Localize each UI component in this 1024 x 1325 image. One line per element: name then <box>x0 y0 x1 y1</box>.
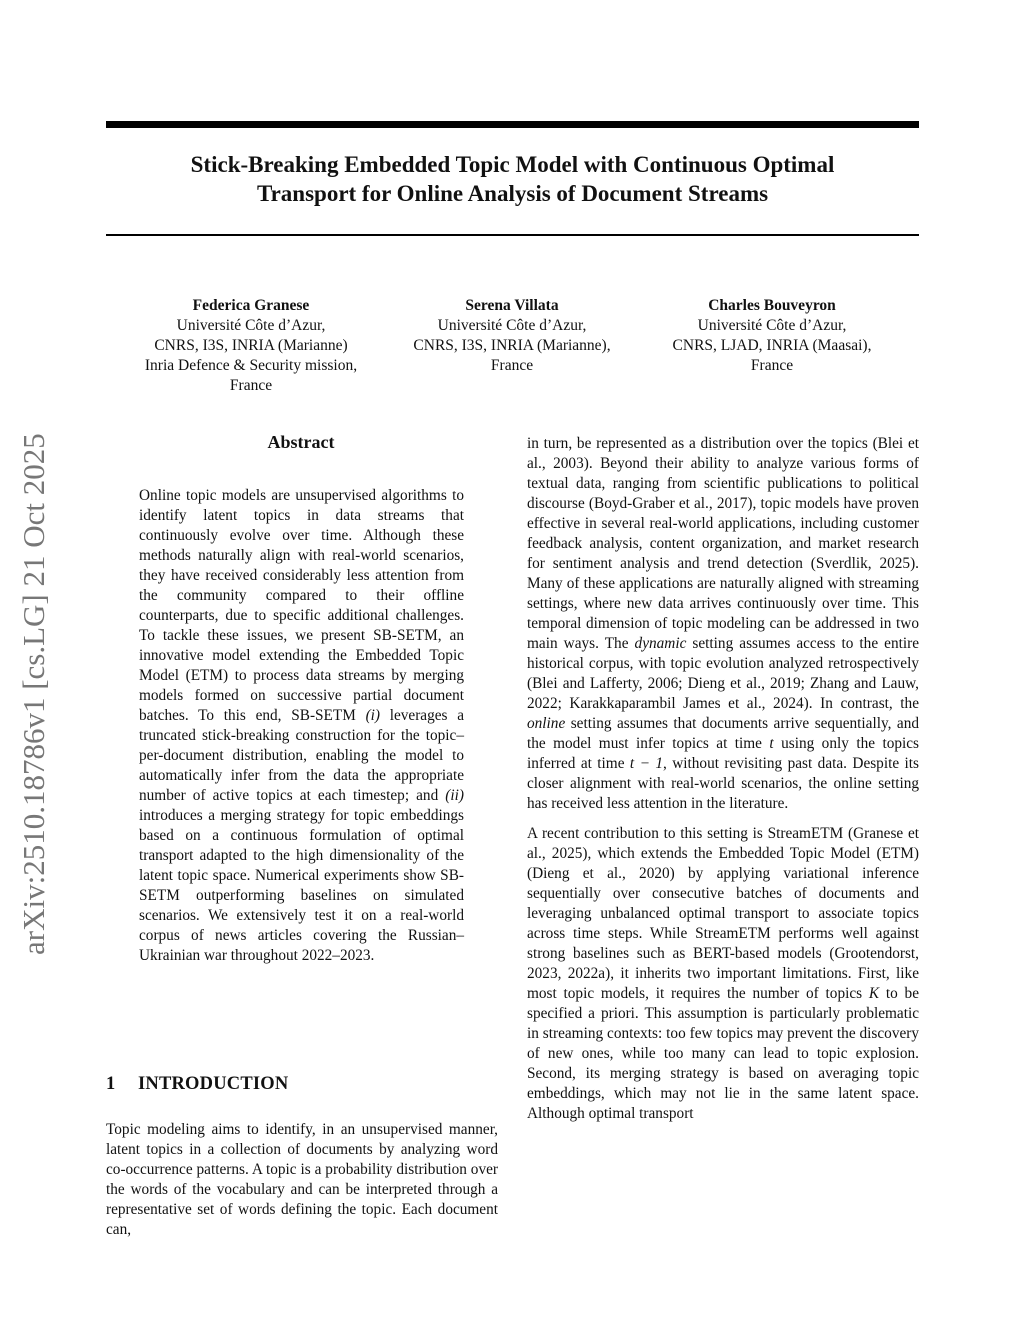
body-text-part: A recent contribution to this setting is StreamETM (Granese et al., 2025), which extends the Embedded Topic Model (ETM) (Dieng et al., 2020) by applying variational inference sequentially over consecutive batches of documents and leveraging unbalanced optimal transport to associate topics across time steps. While StreamETM performs well against strong baselines such as BERT-based models (Grootendorst, 2023, 2022a), it inherits two important limitations. First, like most topic models, it requires the number of topics <box>527 825 919 1002</box>
author-affiliation-line: Université Côte d’Azur, <box>437 317 587 334</box>
author-affiliation-line: Université Côte d’Azur, <box>697 317 847 334</box>
body-text-part: in turn, be represented as a distribution over the topics (Blei et al., 2003). Beyond their ability to analyze various forms of textual data, ranging from scientific publications to political discourse (Boyd-Graber et al., 2017), topic models have proven effective in several real-world applications, including customer feedback analysis, content organization, and market research for sentiment analysis and trend detection (Sverdlik, 2025). Many of these applications are naturally aligned with streaming settings, where new data arrives continuously over time. This temporal dimension of topic modeling can be addressed in two main ways. The <box>527 435 919 652</box>
author-affiliation-line: Inria Defence & Security mission, <box>144 357 358 374</box>
section-number: 1 <box>106 1074 116 1094</box>
body-text-part: setting assumes access to the entire historical corpus, with topic evolution analyzed retrospectively (Blei and Lafferty, 2006; Dieng et al., 2019; Zhang and Lauw, 2022; Karakkaparambil James et al., 2024). In contrast, the <box>527 635 919 712</box>
abstract-text-part: Online topic models are unsupervised algorithms to identify latent topics in data streams that continuously evolve over time. Although these methods naturally align with real-world scenarios, they have received considerably less attention from the community compared to their offline counterparts, due to specific additional challenges. To tackle these issues, we present SB-SETM, an innovative model extending the Embedded Topic Model (ETM) to process data streams by merging models formed on successive partial document batches. To this end, SB-SETM <box>139 487 464 724</box>
math-variable-t: t <box>769 735 774 752</box>
body-text-part: , without revisiting past data. Despite its closer alignment with real-world scenarios, the online setting has received less attention in the literature. <box>527 755 919 812</box>
section-heading-introduction <box>106 1074 498 1095</box>
author-affiliation-line: CNRS, LJAD, INRIA (Maasai), <box>672 337 872 354</box>
abstract-text-part: introduces a merging strategy for topic embeddings based on a continuous formulation of optimal transport adapted to the high dimensionality of the latent topic space. Numerical experiments show SB-SETM outperforming baselines on simulated scenarios. We extensively test it on a real-world corpus of news articles covering the Russian–Ukrainian war throughout 2022–2023. <box>139 807 464 964</box>
author-affiliation-line: France <box>229 377 273 394</box>
author-block-villata <box>380 296 644 376</box>
author-affiliation-line: Université Côte d’Azur, <box>176 317 326 334</box>
author-block-granese <box>106 296 396 396</box>
title-top-rule <box>106 121 919 128</box>
section-title: INTRODUCTION <box>138 1074 289 1094</box>
paper-title <box>106 150 919 208</box>
author-block-bouveyron <box>640 296 904 376</box>
author-affiliation-line: France <box>490 357 534 374</box>
abstract-body <box>139 486 464 966</box>
arxiv-identifier-stamp: arXiv:2510.18786v1 [cs.LG] 21 Oct 2025 <box>16 433 51 955</box>
author-name: Charles Bouveyron <box>708 297 836 314</box>
introduction-left-paragraph: Topic modeling aims to identify, in an unsupervised manner, latent topics in a collection of documents by analyzing word co-occurrence patterns. A topic is a probability distribution over the words of the vocabulary and can be interpreted through a representative set of words defining the topic. Each document can, <box>106 1121 498 1238</box>
right-paragraph-2 <box>527 824 919 1124</box>
author-affiliation-line: CNRS, I3S, INRIA (Marianne) <box>154 337 348 354</box>
math-variable-k: K <box>868 985 880 1002</box>
title-bottom-rule <box>106 234 919 236</box>
math-expression-t-minus-1: t − 1 <box>629 755 663 772</box>
abstract-text-part: leverages a truncated stick-breaking construction for the topic–per-document distribution, enabling the model to automatically infer from the data the appropriate number of active topics at each timestep; and <box>139 707 464 804</box>
author-name: Federica Granese <box>192 297 310 314</box>
right-paragraph-1 <box>527 434 919 814</box>
author-affiliation-line: France <box>750 357 794 374</box>
author-name: Serena Villata <box>465 297 559 314</box>
list-marker-i: (i) <box>365 707 381 724</box>
title-line-2: Transport for Online Analysis of Document Streams <box>256 181 769 206</box>
author-affiliation-line: CNRS, I3S, INRIA (Marianne), <box>413 337 611 354</box>
title-line-1: Stick-Breaking Embedded Topic Model with Continuous Optimal <box>190 152 835 177</box>
body-text-part: to be specified a priori. This assumption is particularly problematic in streaming contexts: too few topics may prevent the discovery of new ones, while too many can lead to topic explosion. Second, its merging strategy is based on averaging topic embeddings, which may not lie in the same latent space. Although optimal transport <box>527 985 919 1122</box>
list-marker-ii: (ii) <box>445 787 464 804</box>
body-text-part: using only the topics inferred at time <box>527 735 919 772</box>
right-column-text <box>527 434 919 1124</box>
emphasis-online: online <box>527 715 566 732</box>
abstract-heading: Abstract <box>267 432 335 452</box>
emphasis-dynamic: dynamic <box>634 635 687 652</box>
body-text-part: setting assumes that documents arrive sequentially, and the model must infer topics at time <box>527 715 919 752</box>
